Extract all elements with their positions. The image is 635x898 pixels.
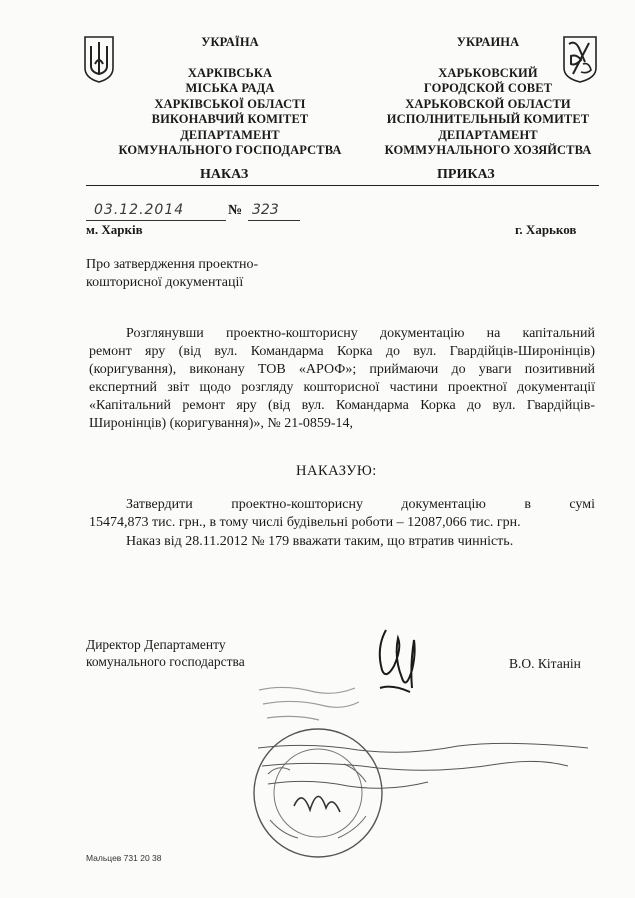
header-left-department-name: КОМУНАЛЬНОГО ГОСПОДАРСТВА: [118, 143, 342, 157]
doc-type-ua: НАКАЗ: [200, 167, 249, 182]
header-left-council-line1: ХАРКІВСЬКА: [187, 65, 273, 80]
p1-line2: ремонт яру (від вул. Командарма Корка до вул. Гвардійців-Широнінців): [89, 344, 595, 359]
city-ru: г. Харьков: [515, 222, 577, 237]
header-divider: [86, 185, 599, 186]
header-right-council-line1: ХАРЬКОВСКИЙ: [438, 65, 538, 80]
body-paragraph-2: [89, 496, 595, 514]
order-number-field: [248, 202, 300, 221]
p2-line1: Затвердити проектно-кошторисну документацію в сумі: [126, 497, 595, 512]
signatory-name: В.О. Кітанін: [509, 656, 581, 671]
header-right-department-name: КОММУНАЛЬНОГО ХОЗЯЙСТВА: [384, 143, 592, 157]
header-right-country: УКРАИНА: [456, 35, 520, 49]
signatory-title-line1: Директор Департаменту: [86, 637, 226, 652]
p1-last-line: Широнінців) (коригування)», № 21-0859-14,: [89, 416, 354, 431]
city-ua: м. Харків: [86, 222, 143, 237]
header-left-department: ДЕПАРТАМЕНТ: [180, 127, 280, 142]
subject-line2: кошторисної документації: [86, 275, 244, 290]
body-paragraph-1: [89, 325, 595, 415]
p1-line5: «Капітальний ремонт яру (від вул. Командарма Корка до вул. Гвардійців-: [89, 398, 595, 413]
header-right: [368, 35, 608, 159]
body-paragraph-3: Наказ від 28.11.2012 № 179 вважати таким, що втратив чинність.: [126, 534, 514, 549]
header-left-country: УКРАЇНА: [201, 35, 259, 49]
handwritten-signature: [372, 618, 422, 708]
doc-type-ru: ПРИКАЗ: [437, 167, 495, 182]
nakazuyu-heading: НАКАЗУЮ:: [296, 463, 377, 479]
header-right-region: ХАРЬКОВСКОЙ ОБЛАСТИ: [405, 96, 571, 111]
footer-contact-note: Мальцев 731 20 38: [86, 853, 162, 863]
subject-line1: Про затвердження проектно-: [86, 257, 259, 272]
p1-line4: експертний звіт щодо розгляду кошторисної частини проектної документації: [89, 380, 595, 395]
header-left-council-line2: МІСЬКА РАДА: [185, 81, 275, 95]
header-right-department: ДЕПАРТАМЕНТ: [438, 127, 538, 142]
p1-line1: Розглянувши проектно-кошторисну документацію на капітальний: [126, 326, 595, 341]
p2-line2: 15474,873 тис. грн., в тому числі будівельні роботи – 12087,066 тис. грн.: [89, 515, 521, 530]
p1-line3: (коригування), виконану ТОВ «АРОФ»; приймаючи до уваги позитивний: [89, 362, 595, 377]
header-left-committee: ВИКОНАВЧИЙ КОМІТЕТ: [151, 112, 309, 126]
order-number: 323: [252, 202, 279, 218]
stamp-scribble: [255, 680, 365, 730]
order-date-field: [86, 202, 226, 221]
header-right-committee: ИСПОЛНИТЕЛЬНЫЙ КОМИТЕТ: [386, 112, 590, 126]
header-left-region: ХАРКІВСЬКОЇ ОБЛАСТІ: [154, 96, 306, 111]
header-left: [110, 35, 350, 159]
order-date: 03.12.2014: [94, 202, 185, 218]
order-subject: [86, 256, 346, 292]
handwritten-annotation: [248, 738, 598, 808]
header-right-council-line2: ГОРОДСКОЙ СОВЕТ: [423, 81, 553, 95]
order-number-label: №: [228, 203, 243, 218]
signatory-title: [86, 636, 245, 670]
signatory-title-line2: комунального господарства: [86, 654, 245, 669]
